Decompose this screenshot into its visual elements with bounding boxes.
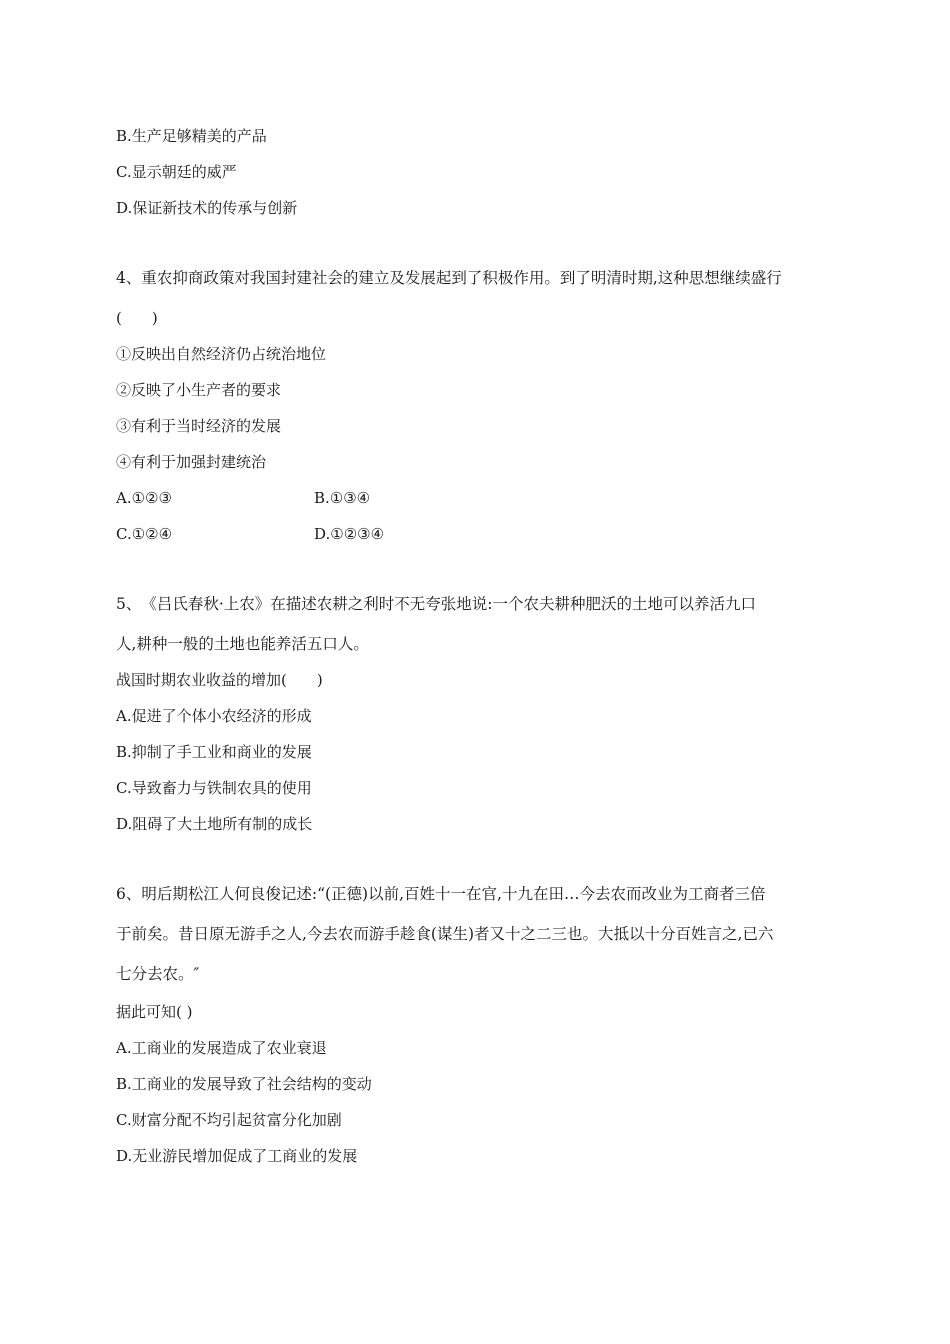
q4-item-4: ④有利于加强封建统治 [116, 453, 267, 471]
q3-option-c: C.显示朝廷的威严 [116, 163, 237, 181]
q4-stem-line-1: 4、重农抑商政策对我国封建社会的建立及发展起到了积极作用。到了明清时期,这种思想继续盛行 [116, 269, 782, 287]
q4-option-c: C.①②④ [116, 525, 173, 543]
q5-stem-line-2: 人,耕种一般的土地也能养活五口人。 [116, 635, 369, 653]
q5-option-a: A.促进了个体小农经济的形成 [116, 707, 312, 725]
q4-item-1: ①反映出自然经济仍占统治地位 [116, 345, 327, 363]
q6-option-b: B.工商业的发展导致了社会结构的变动 [116, 1075, 372, 1093]
q4-option-b: B.①③④ [314, 489, 371, 507]
q3-option-d: D.保证新技术的传承与创新 [116, 199, 298, 217]
q5-stem-line-3: 战国时期农业收益的增加( ) [116, 671, 323, 689]
q6-stem-line-1: 6、明后期松江人何良俊记述:“(正德)以前,百姓十一在官,十九在田…今去农而改业为工商者三倍 [116, 885, 766, 903]
q6-option-a: A.工商业的发展造成了农业衰退 [116, 1039, 327, 1057]
q6-stem-line-3: 七分去农。″ [116, 965, 200, 983]
q6-option-d: D.无业游民增加促成了工商业的发展 [116, 1147, 358, 1165]
q4-option-d: D.①②③④ [314, 525, 385, 543]
q4-stem-line-2: ( ) [116, 309, 158, 327]
q4-item-2: ②反映了小生产者的要求 [116, 381, 282, 399]
q3-option-b: B.生产足够精美的产品 [116, 127, 267, 145]
q5-option-c: C.导致畜力与铁制农具的使用 [116, 779, 312, 797]
q4-option-a: A.①②③ [116, 489, 172, 507]
q4-item-3: ③有利于当时经济的发展 [116, 417, 282, 435]
q5-stem-line-1: 5、 《吕氏春秋·上农》在描述农耕之利时不无夸张地说:一个农夫耕种肥沃的土地可以养活九口 [116, 595, 757, 613]
q6-stem-line-4: 据此可知( ) [116, 1003, 193, 1021]
q5-option-d: D.阻碍了大土地所有制的成长 [116, 815, 313, 833]
q5-option-b: B.抑制了手工业和商业的发展 [116, 743, 312, 761]
q6-stem-line-2: 于前矣。昔日原无游手之人,今去农而游手趁食(谋生)者又十之二三也。大抵以十分百姓言之,已六 [116, 925, 774, 943]
q6-option-c: C.财富分配不均引起贫富分化加剧 [116, 1111, 342, 1129]
